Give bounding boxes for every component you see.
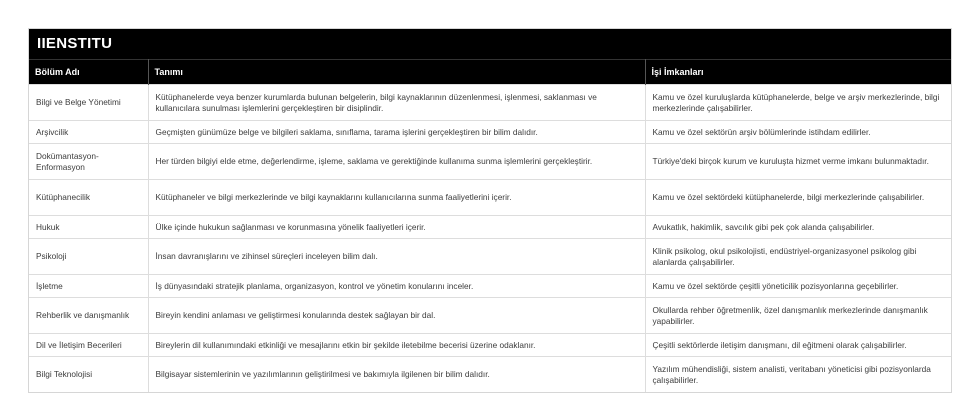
cell-description: Bireyin kendini anlaması ve geliştirmesi konularında destek sağlayan bir dal. (148, 298, 645, 334)
cell-opportunities: Avukatlık, hakimlik, savcılık gibi pek çok alanda çalışabilirler. (645, 216, 951, 239)
header-department-name: Bölüm Adı (29, 60, 148, 85)
cell-opportunities: Kamu ve özel sektörün arşiv bölümlerinde istihdam edilirler. (645, 121, 951, 144)
cell-department: Kütüphanecilik (29, 180, 148, 216)
cell-department: Dokümantasyon-Enformasyon (29, 144, 148, 180)
departments-table (29, 59, 951, 392)
cell-department: İşletme (29, 275, 148, 298)
cell-description: Bireylerin dil kullanımındaki etkinliği ve mesajlarını etkin bir şekilde iletebilme becerisi üzerine odaklanır. (148, 334, 645, 357)
table-row (29, 180, 951, 216)
cell-description: İnsan davranışlarını ve zihinsel süreçleri inceleyen bilim dalı. (148, 239, 645, 275)
cell-opportunities: Türkiye'deki birçok kurum ve kuruluşta hizmet verme imkanı bulunmaktadır. (645, 144, 951, 180)
table-row (29, 298, 951, 334)
table-row (29, 239, 951, 275)
cell-description: Ülke içinde hukukun sağlanması ve korunmasına yönelik faaliyetleri içerir. (148, 216, 645, 239)
table-row (29, 85, 951, 121)
table-row (29, 357, 951, 393)
cell-description: Kütüphanelerde veya benzer kurumlarda bulunan belgelerin, bilgi kaynaklarının düzenlenmesi, işlenmesi, saklanması ve kullanıcılara sunulması işlemlerini gerçekleştiren bir disiplindir. (148, 85, 645, 121)
header-job-opportunities: İşi İmkanları (645, 60, 951, 85)
cell-department: Bilgi ve Belge Yönetimi (29, 85, 148, 121)
table-body (29, 85, 951, 393)
cell-opportunities: Kamu ve özel sektörde çeşitli yöneticilik pozisyonlarına geçebilirler. (645, 275, 951, 298)
cell-department: Psikoloji (29, 239, 148, 275)
careers-table-card (28, 28, 952, 393)
header-description: Tanımı (148, 60, 645, 85)
table-row (29, 121, 951, 144)
cell-opportunities: Klinik psikolog, okul psikolojisti, endüstriyel-organizasyonel psikolog gibi alanlarda çalışabilirler. (645, 239, 951, 275)
cell-opportunities: Okullarda rehber öğretmenlik, özel danışmanlık merkezlerinde danışmanlık yapabilirler. (645, 298, 951, 334)
cell-description: Geçmişten günümüze belge ve bilgileri saklama, sınıflama, tarama işlerini gerçekleştiren bir bilim dalıdır. (148, 121, 645, 144)
cell-description: Bilgisayar sistemlerinin ve yazılımlarının geliştirilmesi ve bakımıyla ilgilenen bir bilim dalıdır. (148, 357, 645, 393)
cell-department: Bilgi Teknolojisi (29, 357, 148, 393)
table-row (29, 144, 951, 180)
cell-description: İş dünyasındaki stratejik planlama, organizasyon, kontrol ve yönetim konularını inceler. (148, 275, 645, 298)
table-row (29, 275, 951, 298)
cell-department: Dil ve İletişim Becerileri (29, 334, 148, 357)
cell-opportunities: Yazılım mühendisliği, sistem analisti, veritabanı yöneticisi gibi pozisyonlarda çalışabilirler. (645, 357, 951, 393)
cell-department: Hukuk (29, 216, 148, 239)
cell-opportunities: Çeşitli sektörlerde iletişim danışmanı, dil eğitmeni olarak çalışabilirler. (645, 334, 951, 357)
cell-description: Kütüphaneler ve bilgi merkezlerinde ve bilgi kaynaklarını kullanıcılarına sunma faaliyetlerini içerir. (148, 180, 645, 216)
brand-title: IIENSTITU (29, 29, 951, 59)
cell-department: Rehberlik ve danışmanlık (29, 298, 148, 334)
table-row (29, 216, 951, 239)
table-header (29, 60, 951, 85)
cell-department: Arşivcilik (29, 121, 148, 144)
cell-description: Her türden bilgiyi elde etme, değerlendirme, işleme, saklama ve gerektiğinde kullanıma sunma işlemlerini gerçekleştirir. (148, 144, 645, 180)
cell-opportunities: Kamu ve özel kuruluşlarda kütüphanelerde, belge ve arşiv merkezlerinde, bilgi merkezlerinde çalışabilirler. (645, 85, 951, 121)
table-row (29, 334, 951, 357)
cell-opportunities: Kamu ve özel sektördeki kütüphanelerde, bilgi merkezlerinde çalışabilirler. (645, 180, 951, 216)
header-row (29, 60, 951, 85)
